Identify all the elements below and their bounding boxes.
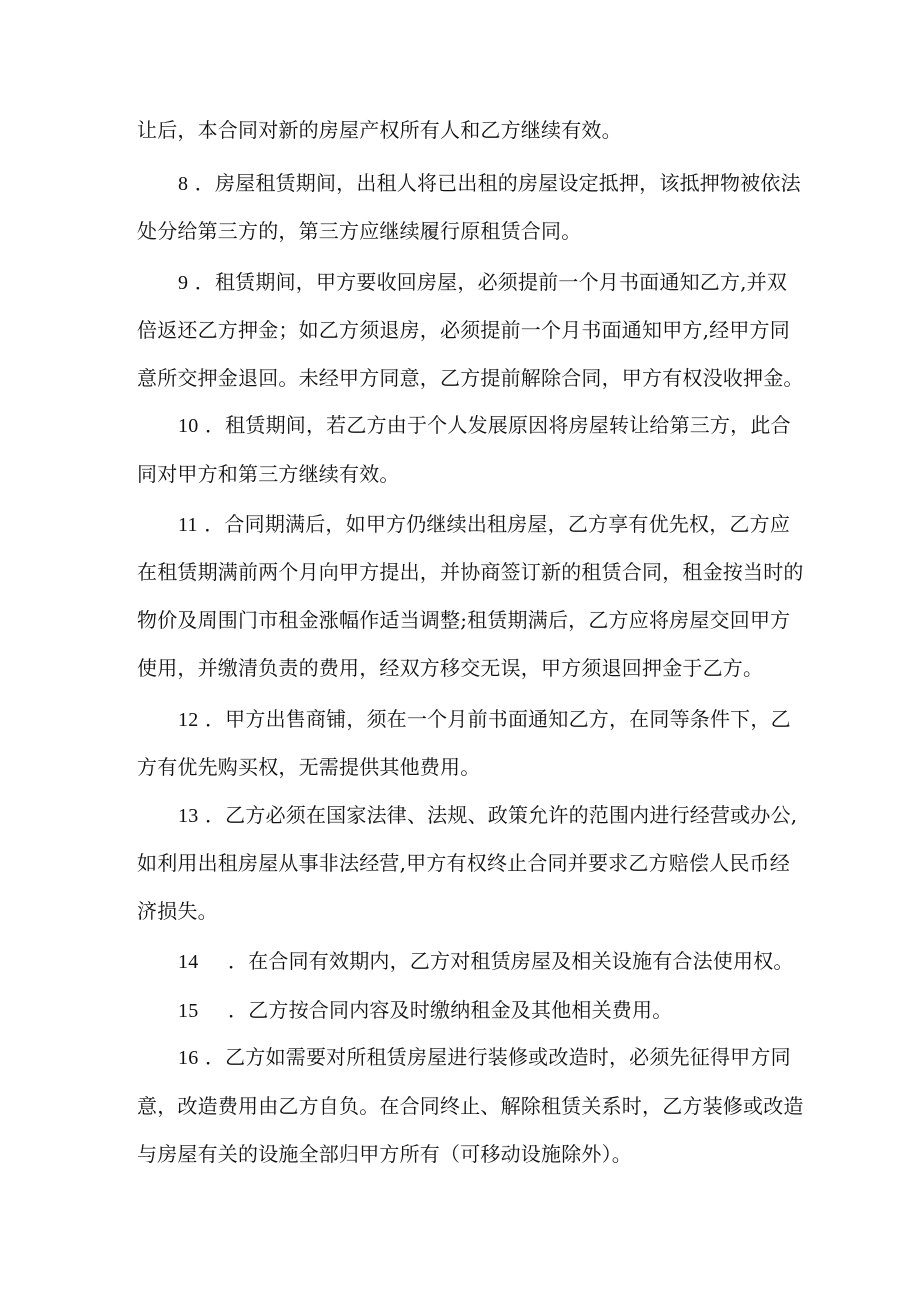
text-line: 与房屋有关的设施全部归甲方所有（可移动设施除外）。 xyxy=(137,1142,632,1166)
clause-number: 14 xyxy=(178,951,199,973)
clause-11: 11 ．合同期满后，如甲方仍继续出租房屋，乙方享有优先权，乙方应 xyxy=(178,512,791,536)
clause-number: 13 xyxy=(178,805,199,827)
text-line: 意所交押金退回。未经甲方同意，乙方提前解除合同，甲方有权没收押金。 xyxy=(137,366,804,390)
clause-number: 12 xyxy=(178,709,199,731)
clause-number: 9 xyxy=(178,272,189,294)
clause-16: 16 ．乙方如需要对所租赁房屋进行装修或改造时，必须先征得甲方同 xyxy=(178,1045,791,1069)
text-line: 意，改造费用由乙方自负。在合同终止、解除租赁关系时，乙方装修或改造 xyxy=(137,1094,804,1118)
clause-9: 9 ．租赁期间，甲方要收回房屋，必须提前一个月书面通知乙方,并双 xyxy=(178,270,788,294)
text-line: 济损失。 xyxy=(137,899,218,923)
text-line: 物价及周围门市租金涨幅作适当调整;租赁期满后，乙方应将房屋交回甲方 xyxy=(137,608,791,632)
clause-number: 8 xyxy=(178,173,189,195)
text-line: 在租赁期满前两个月向甲方提出，并协商签订新的租赁合同，租金按当时的 xyxy=(137,560,804,584)
clause-10: 10 ．租赁期间，若乙方由于个人发展原因将房屋转让给第三方，此合 xyxy=(178,413,791,437)
text-line: 倍返还乙方押金；如乙方须退房，必须提前一个月书面通知甲方,经甲方同 xyxy=(137,318,790,342)
text-line: 同对甲方和第三方继续有效。 xyxy=(137,462,400,486)
clause-number: 15 xyxy=(178,1000,199,1022)
text-line: 如利用出租房屋从事非法经营,甲方有权终止合同并要求乙方赔偿人民币经 xyxy=(137,851,790,875)
clause-14: 14 ．在合同有效期内，乙方对租赁房屋及相关设施有合法使用权。 xyxy=(178,949,794,973)
clause-12: 12 ．甲方出售商铺，须在一个月前书面通知乙方，在同等条件下，乙 xyxy=(178,707,791,731)
text-line: 方有优先购买权，无需提供其他费用。 xyxy=(137,755,481,779)
clause-13: 13 ．乙方必须在国家法律、法规、政策允许的范围内进行经营或办公, xyxy=(178,803,798,827)
text-line: 处分给第三方的，第三方应继续履行原租赁合同。 xyxy=(137,219,582,243)
clause-8: 8 ．房屋租赁期间，出租人将已出租的房屋设定抵押，该抵押物被依法 xyxy=(178,171,801,195)
clause-number: 16 xyxy=(178,1047,199,1069)
text-line: 使用，并缴清负责的费用，经双方移交无误，甲方须退回押金于乙方。 xyxy=(137,656,764,680)
text-line: 让后，本合同对新的房屋产权所有人和乙方继续有效。 xyxy=(137,118,622,142)
clause-number: 11 xyxy=(178,514,198,536)
clause-15: 15 ．乙方按合同内容及时缴纳租金及其他相关费用。 xyxy=(178,998,673,1022)
clause-number: 10 xyxy=(178,415,199,437)
